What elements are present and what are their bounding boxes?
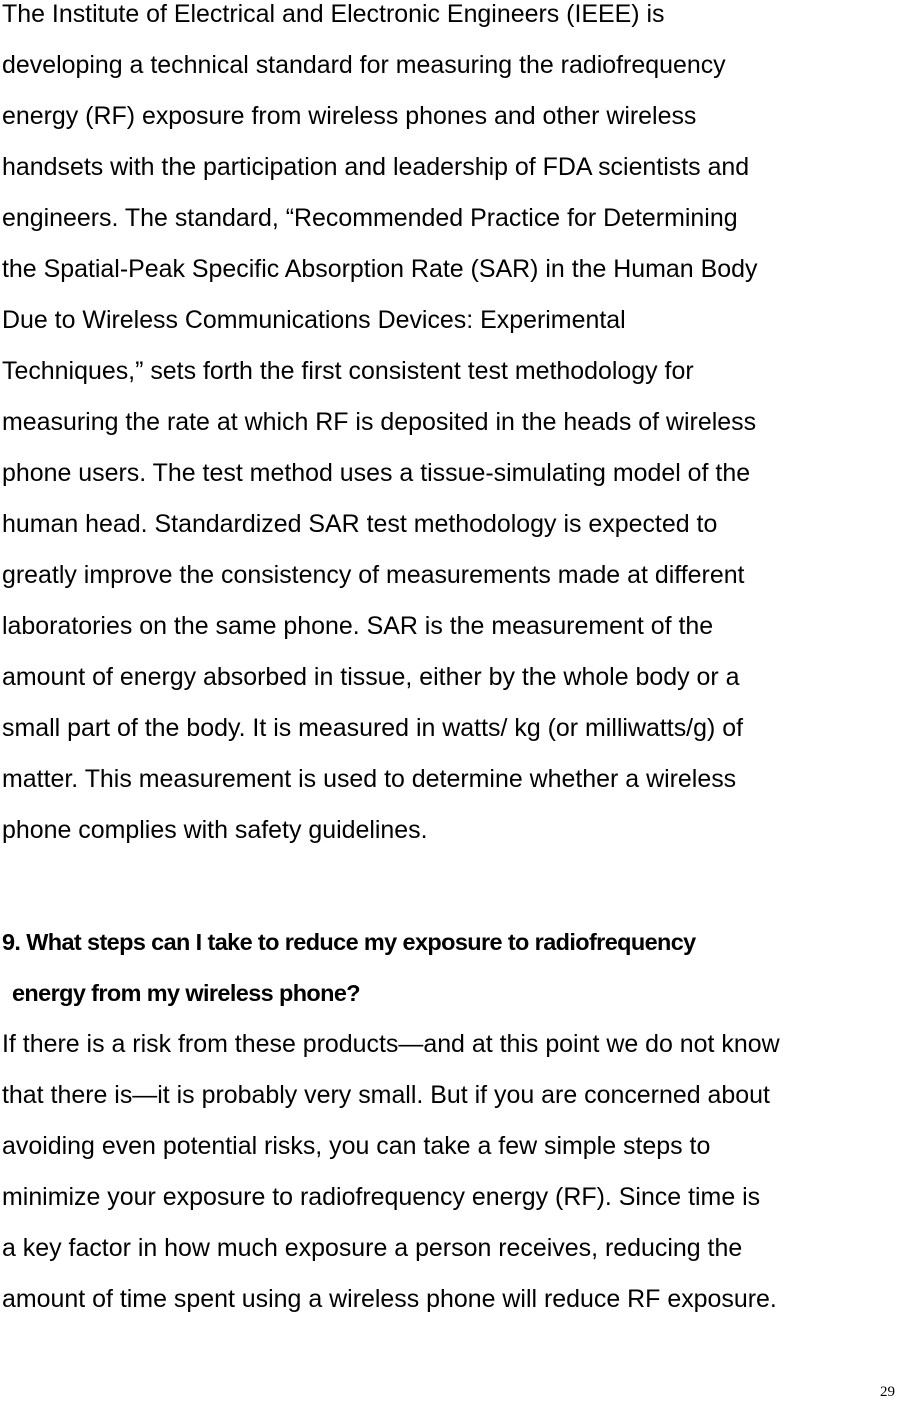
section-heading	[2, 917, 899, 1019]
paragraph-line: small part of the body. It is measured in watts/ kg (or milliwatts/g) of	[2, 714, 744, 742]
page-number: 29	[880, 1384, 895, 1400]
paragraph-line: phone complies with safety guidelines.	[2, 816, 428, 844]
paragraph-line: measuring the rate at which RF is deposited in the heads of wireless	[2, 408, 757, 436]
paragraph-line: Due to Wireless Communications Devices: Experimental	[2, 306, 626, 334]
paragraph-line: avoiding even potential risks, you can take a few simple steps to	[2, 1132, 711, 1160]
paragraph-line: human head. Standardized SAR test methodology is expected to	[2, 510, 718, 538]
paragraph-reduce-exposure	[2, 1019, 899, 1325]
paragraph-line: energy (RF) exposure from wireless phones and other wireless	[2, 102, 697, 130]
paragraph-line: matter. This measurement is used to determine whether a wireless	[2, 765, 737, 793]
heading-line: energy from my wireless phone?	[12, 980, 360, 1006]
paragraph-line: Techniques,” sets forth the first consistent test methodology for	[2, 357, 694, 385]
paragraph-line: The Institute of Electrical and Electronic Engineers (IEEE) is	[2, 0, 665, 28]
paragraph-line: amount of energy absorbed in tissue, either by the whole body or a	[2, 663, 740, 691]
paragraph-ieee-standard	[2, 0, 899, 856]
heading-line: 9. What steps can I take to reduce my exposure to radiofrequency	[2, 929, 696, 955]
paragraph-line: laboratories on the same phone. SAR is the measurement of the	[2, 612, 714, 640]
paragraph-line: greatly improve the consistency of measurements made at different	[2, 561, 745, 589]
paragraph-line: phone users. The test method uses a tissue-simulating model of the	[2, 459, 751, 487]
paragraph-line: developing a technical standard for measuring the radiofrequency	[2, 51, 726, 79]
paragraph-line: amount of time spent using a wireless phone will reduce RF exposure.	[2, 1285, 777, 1313]
paragraph-line: minimize your exposure to radiofrequency energy (RF). Since time is	[2, 1183, 761, 1211]
paragraph-line: that there is—it is probably very small. But if you are concerned about	[2, 1081, 770, 1109]
paragraph-line: If there is a risk from these products—and at this point we do not know	[2, 1030, 780, 1058]
paragraph-line: handsets with the participation and leadership of FDA scientists and	[2, 153, 750, 181]
paragraph-line: the Spatial-Peak Specific Absorption Rate (SAR) in the Human Body	[2, 255, 758, 283]
paragraph-line: engineers. The standard, “Recommended Practice for Determining	[2, 204, 738, 232]
paragraph-line: a key factor in how much exposure a person receives, reducing the	[2, 1234, 743, 1262]
